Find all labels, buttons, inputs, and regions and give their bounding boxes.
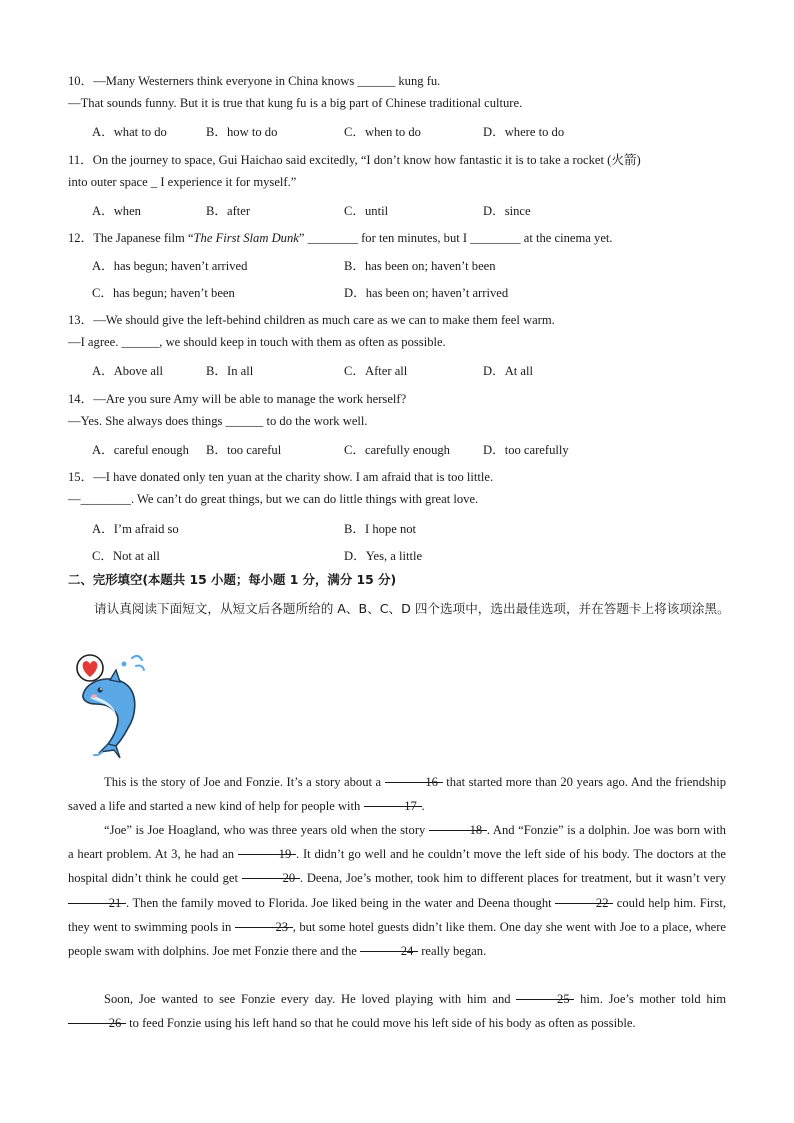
q10-option-d[interactable]: D．where to do <box>483 125 565 139</box>
dolphin-eye-shine <box>100 688 102 690</box>
q12-film-title: The First Slam Dunk <box>193 231 299 245</box>
section-instruction: 请认真阅读下面短文，从短文后各题所给的 A、B、C、D 四个选项中，选出最佳选项，并在答题卡上将该项涂黑。 <box>94 601 730 616</box>
passage-text: . And “Fonzie” is a dolphin. Joe was born with a heart problem. At 3, he had an <box>68 823 726 862</box>
passage-text: that started more than 20 years ago. And the friendship saved a life and started a new kind of help for people with <box>68 775 726 814</box>
dolphin-fin <box>110 670 120 682</box>
q13-option-d[interactable]: D．At all <box>483 364 534 378</box>
dolphin-illustration <box>70 652 160 762</box>
q10-blank: ______ <box>357 74 396 88</box>
blank-17 <box>364 794 422 814</box>
wave-icon <box>94 752 102 755</box>
passage-paragraph-2 <box>68 818 726 963</box>
q12-option-d[interactable]: D．has been on; haven’t arrived <box>344 286 509 300</box>
passage-text: to feed Fonzie using his left hand so that he could move his left side of his body as often as possible. <box>126 1016 636 1031</box>
q15-reply: —________. We can’t do great things, but we can do little things with great love. <box>68 492 479 506</box>
q12-options-row2 <box>92 282 752 300</box>
passage-text: him. Joe’s mother told him <box>574 992 726 1006</box>
blank-24-number: 24 <box>400 944 414 959</box>
q13-option-a[interactable]: A．Above all <box>92 364 163 378</box>
q14-option-b[interactable]: B．too careful <box>206 443 282 457</box>
passage-paragraph-3 <box>68 987 726 1035</box>
blank-19-number: 19 <box>278 847 292 862</box>
blank-22 <box>555 891 613 910</box>
q10-option-c[interactable]: C．when to do <box>344 125 421 139</box>
splash-icon-2 <box>136 666 144 671</box>
blank-18 <box>429 818 487 837</box>
blank-25 <box>516 987 574 1006</box>
q11-option-d[interactable]: D．since <box>483 204 531 218</box>
q13-reply: —I agree. ______, we should keep in touch with them as often as possible. <box>68 335 446 349</box>
q13-options <box>92 360 752 378</box>
section-title: 二、完形填空(本题共 15 小题；每小题 1 分，满分 15 分) <box>68 572 397 587</box>
q15-option-a[interactable]: A．I’m afraid so <box>92 522 179 536</box>
blank-18-number: 18 <box>469 823 483 837</box>
blank-24 <box>360 939 418 959</box>
q10-reply: —That sounds funny. But it is true that kung fu is a big part of Chinese traditional culture. <box>68 96 523 110</box>
q11-options <box>92 200 752 218</box>
passage-text: really began. <box>418 944 487 959</box>
blank-22-number: 22 <box>595 895 609 910</box>
q11-option-b[interactable]: B．after <box>206 204 251 218</box>
passage-text: , but some hotel guests didn’t like them. One day she went with Joe to a place, where people swam with dolphins. Joe met Fonzie there and the <box>68 919 726 959</box>
q10-stem-text: 10．—Many Westerners think everyone in China knows <box>68 74 358 88</box>
q11-option-a[interactable]: A．when <box>92 204 141 218</box>
q15-option-d[interactable]: D．Yes, a little <box>344 549 423 563</box>
splash-icon <box>132 656 142 660</box>
q14-option-a[interactable]: A．careful enough <box>92 443 189 457</box>
q12-option-b[interactable]: B．has been on; haven’t been <box>344 259 496 273</box>
blank-16 <box>385 770 443 789</box>
blank-20-number: 20 <box>282 871 296 886</box>
q15-options-row2 <box>92 545 752 563</box>
q12-stem-text: 12．The Japanese film “ <box>68 231 194 245</box>
blank-16-number: 16 <box>425 775 438 789</box>
blank-23-number: 23 <box>275 919 289 934</box>
q11-stem-cont: into outer space _ I experience it for myself.” <box>68 175 297 189</box>
q10-options <box>92 121 752 139</box>
blank-20 <box>242 866 300 886</box>
passage-text: This is the story of Joe and Fonzie. It’s a story about a <box>104 775 385 789</box>
blank-25-number: 25 <box>557 992 570 1006</box>
passage-text: . <box>421 799 425 814</box>
q13-stem: 13．—We should give the left-behind children as much care as we can to make them feel warm. <box>68 313 555 327</box>
q14-option-c[interactable]: C．carefully enough <box>344 443 450 457</box>
q12-stem-end: ” ________ for ten minutes, but I ________ at the cinema yet. <box>298 231 613 245</box>
q13-option-b[interactable]: B．In all <box>206 364 254 378</box>
passage-text: could help him. First, they went to swimming pools in <box>68 895 726 934</box>
blank-21 <box>68 891 126 910</box>
dolphin-tail <box>100 744 120 758</box>
q14-stem: 14．—Are you sure Amy will be able to manage the work herself? <box>68 392 407 406</box>
droplet-icon <box>122 662 127 667</box>
q11-option-c[interactable]: C．until <box>344 204 389 218</box>
q14-option-d[interactable]: D．too carefully <box>483 443 569 457</box>
q10-stem-end: kung fu. <box>395 74 441 88</box>
blank-23 <box>235 915 293 934</box>
dolphin-eye <box>97 687 102 692</box>
blank-19 <box>238 842 296 862</box>
q12-stem <box>68 227 613 246</box>
passage-text: . It didn’t go well and he couldn’t move the left side of his body. The doctors at the hospital didn’t think he could get <box>68 847 726 886</box>
passage-text: Soon, Joe wanted to see Fonzie every day. He loved playing with him and <box>104 992 517 1006</box>
q13-option-c[interactable]: C．After all <box>344 364 408 378</box>
blank-26 <box>68 1011 126 1031</box>
q12-options-row1 <box>92 255 752 273</box>
q15-option-b[interactable]: B．I hope not <box>344 522 417 536</box>
dolphin-body <box>83 679 135 748</box>
passage-paragraph-1 <box>68 770 726 818</box>
q14-reply: —Yes. She always does things ______ to do the work well. <box>68 414 368 428</box>
q10-stem <box>68 70 440 89</box>
q11-stem: 11．On the journey to space, Gui Haichao said excitedly, “I don’t know how fantastic it is to take a rocket (火箭) <box>68 153 641 167</box>
q15-stem: 15．—I have donated only ten yuan at the charity show. I am afraid that is too little. <box>68 470 494 484</box>
passage-text: “Joe” is Joe Hoagland, who was three years old when the story <box>104 823 429 837</box>
q12-option-a[interactable]: A．has begun; haven’t arrived <box>92 259 248 273</box>
q15-options-row1 <box>92 518 752 536</box>
q10-option-b[interactable]: B．how to do <box>206 125 278 139</box>
dolphin-cheek <box>91 694 97 698</box>
blank-21-number: 21 <box>108 895 122 910</box>
q14-options <box>92 439 752 457</box>
q15-option-c[interactable]: C．Not at all <box>92 549 160 563</box>
q10-option-a[interactable]: A．what to do <box>92 125 167 139</box>
blank-26-number: 26 <box>108 1016 122 1031</box>
blank-17-number: 17 <box>404 799 417 814</box>
q12-option-c[interactable]: C．has begun; haven’t been <box>92 286 235 300</box>
passage-text: . Deena, Joe’s mother, took him to different places for treatment, but it wasn’t very <box>299 871 727 886</box>
passage-text: . Then the family moved to Florida. Joe liked being in the water and Deena thought <box>126 895 556 910</box>
